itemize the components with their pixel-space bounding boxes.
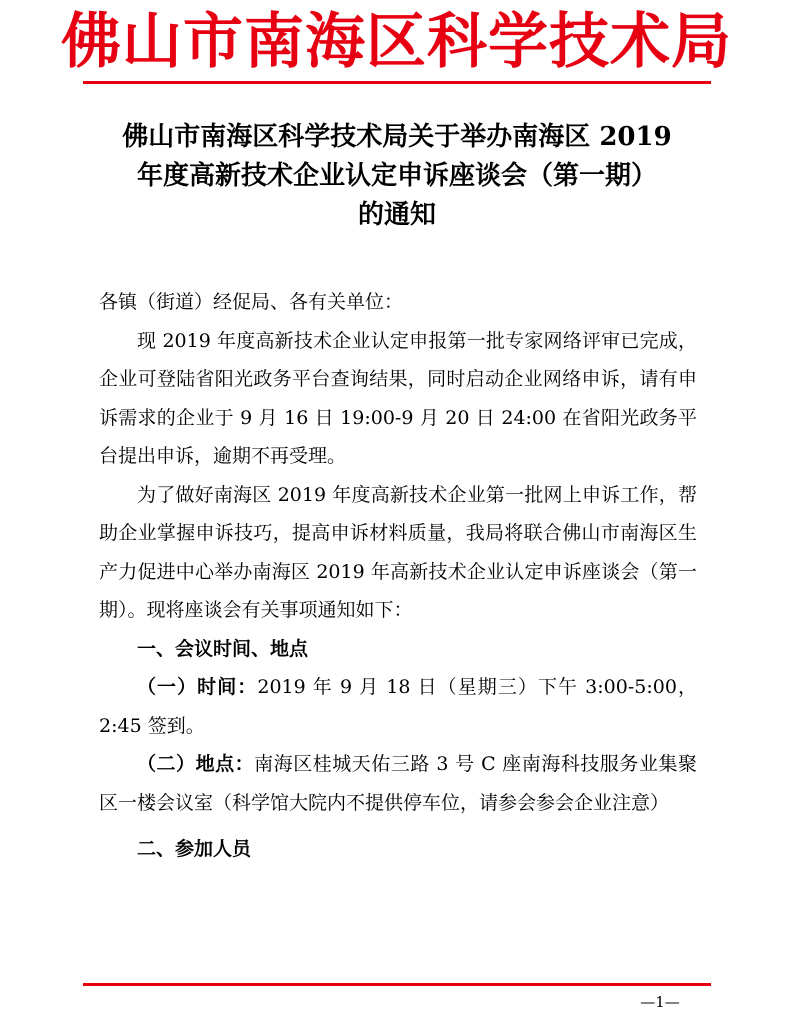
salutation: 各镇（街道）经促局、各有关单位： — [99, 291, 404, 313]
section-heading-1: 一、会议时间、地点 — [137, 637, 309, 660]
paragraph-1: 现 2019 年度高新技术企业认定申报第一批专家网络评审已完成，企业可登陆省阳光政务平台查询结果，同时启动企业网络申诉，请有申诉需求的企业于 9 月 16 日 19:00-9 月 20 日 24:00 在省阳光政务平台提出申诉，逾期不再受理。 — [99, 329, 697, 467]
paragraph-2: 为了做好南海区 2019 年度高新技术企业第一批网上申诉工作，帮助企业掌握申诉技巧，提高申诉材料质量，我局将联合佛山市南海区生产力促进中心举办南海区 2019 年高新技术企业认定申诉座谈会（第一期）。现将座谈会有关事项通知如下： — [99, 483, 697, 621]
section-heading-2: 二、参加人员 — [137, 838, 252, 860]
title-line-1: 佛山市南海区科学技术局关于举办南海区 2019 — [122, 122, 672, 152]
place-label: （二）地点： — [137, 753, 255, 775]
page-number: —1— — [640, 993, 680, 1011]
title-line-3: 的通知 — [357, 200, 436, 230]
document-body — [99, 283, 697, 869]
time-text: 2019 年 9 月 18 日（星期三）下午 3:00-5:00，2:45 签到。 — [99, 676, 697, 737]
footer-divider — [83, 983, 711, 986]
meeting-time — [99, 668, 697, 745]
time-label: （一）时间： — [137, 676, 258, 698]
letterhead-divider — [83, 81, 711, 84]
meeting-place — [99, 745, 697, 822]
document-title — [93, 118, 701, 235]
place-text: 南海区桂城天佑三路 3 号 C 座南海科技服务业集聚区一楼会议室（科学馆大院内不提供停车位，请参会参会企业注意） — [99, 753, 697, 814]
letterhead-org-name: 佛山市南海区科学技术局 — [61, 7, 732, 77]
title-line-2: 年度高新技术企业认定申诉座谈会（第一期） — [136, 161, 657, 191]
